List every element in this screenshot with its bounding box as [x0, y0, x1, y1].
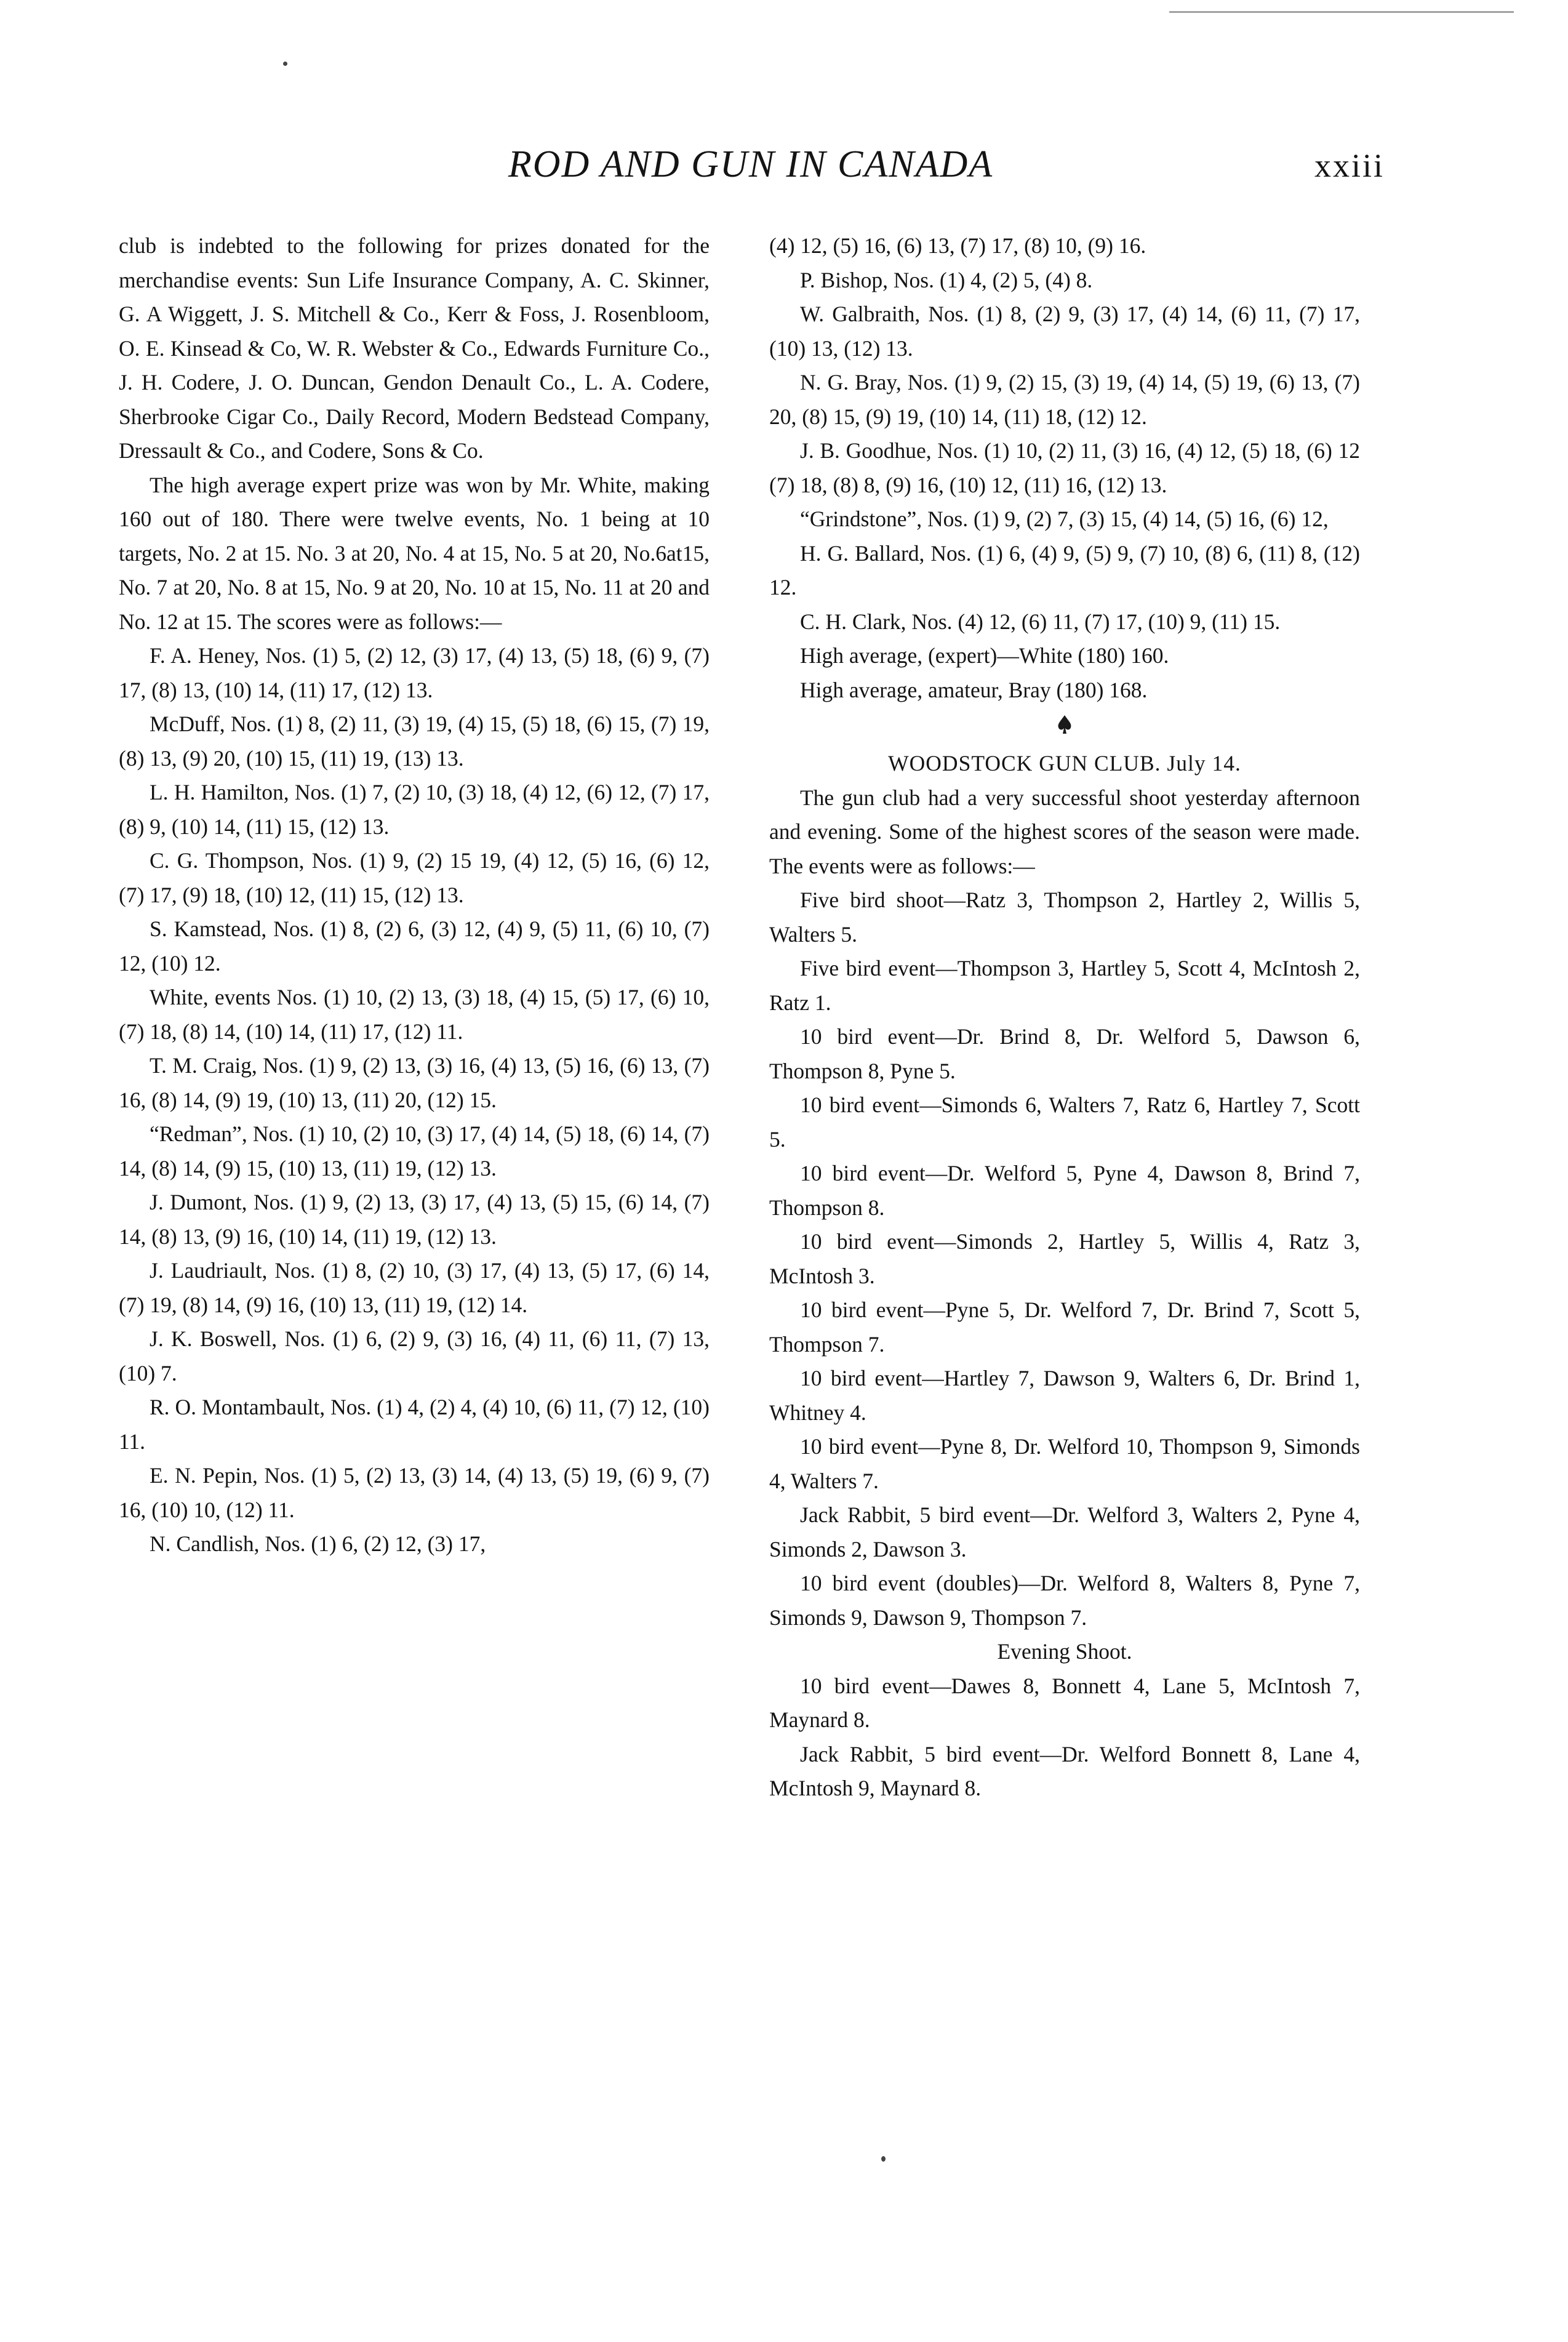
score-entry-redman: “Redman”, Nos. (1) 10, (2) 10, (3) 17, (4) 14, (5) 18, (6) 14, (7) 14, (8) 14, (9) 15, (10) 13, (11) 19, (12) 13. [119, 1121, 710, 1181]
score-entry-ballard: H. G. Ballard, Nos. (1) 6, (4) 9, (5) 9, (7) 10, (8) 6, (11) 8, (12) 12. [769, 540, 1360, 600]
score-entry-goodhue: J. B. Goodhue, Nos. (1) 10, (2) 11, (3) 16, (4) 12, (5) 18, (6) 12 (7) 18, (8) 8, (9) 16, (10) 12, (11) 16, (12) 13. [769, 438, 1360, 497]
event-result: 10 bird event (doubles)—Dr. Welford 8, Walters 8, Pyne 7, Simonds 9, Dawson 9, Thompson 7. [769, 1571, 1360, 1630]
event-result: 10 bird event—Hartley 7, Dawson 9, Walters 6, Dr. Brind 1, Whitney 4. [769, 1366, 1360, 1425]
section-ornament [769, 712, 1360, 737]
event-result: 10 bird event—Pyne 5, Dr. Welford 7, Dr. Brind 7, Scott 5, Thompson 7. [769, 1297, 1360, 1357]
spade-ornament-icon [1057, 714, 1073, 736]
right-column [769, 229, 1360, 1806]
event-result: 10 bird event—Simonds 6, Walters 7, Ratz 6, Hartley 7, Scott 5. [769, 1093, 1360, 1152]
scan-speck [283, 62, 287, 66]
score-entry-candlish-continued: (4) 12, (5) 16, (6) 13, (7) 17, (8) 10, (9) 16. [769, 233, 1146, 258]
score-entry-thompson: C. G. Thompson, Nos. (1) 9, (2) 15 19, (4) 12, (5) 16, (6) 12, (7) 17, (9) 18, (10) 12, (11) 15, (12) 13. [119, 848, 710, 907]
score-entry-clark: C. H. Clark, Nos. (4) 12, (6) 11, (7) 17, (10) 9, (11) 15. [800, 609, 1281, 634]
prize-donors-paragraph: club is indebted to the following for prizes donated for the merchandise events: Sun Life Insurance Company, A. C. Skinner, G. A Wiggett, J. S. Mitchell & Co., Kerr & Foss, J. Rosenbloom, O. E. Kinsead & Co, W. R. Webster & Co., Edwards Furniture Co., J. H. Codere, J. O. Duncan, Gendon Denault Co., L. A. Codere, Sherbrooke Cigar Co., Daily Record, Modern Bedstead Company, Dressault & Co., and Codere, Sons & Co. [119, 233, 710, 463]
score-entry-montambault: R. O. Montambault, Nos. (1) 4, (2) 4, (4) 10, (6) 11, (7) 12, (10) 11. [119, 1395, 710, 1454]
event-result: Five bird event—Thompson 3, Hartley 5, Scott 4, McIntosh 2, Ratz 1. [769, 956, 1360, 1015]
evening-shoot-heading: Evening Shoot. [997, 1639, 1132, 1664]
score-entry-grindstone: “Grindstone”, Nos. (1) 9, (2) 7, (3) 15, (4) 14, (5) 16, (6) 12, [800, 507, 1329, 531]
score-entry-bray: N. G. Bray, Nos. (1) 9, (2) 15, (3) 19, (4) 14, (5) 19, (6) 13, (7) 20, (8) 15, (9) 19, (10) 14, (11) 18, (12) 12. [769, 370, 1360, 429]
event-result: 10 bird event—Dr. Welford 5, Pyne 4, Dawson 8, Brind 7, Thompson 8. [769, 1161, 1360, 1220]
score-entry-hamilton: L. H. Hamilton, Nos. (1) 7, (2) 10, (3) 18, (4) 12, (6) 12, (7) 17, (8) 9, (10) 14, (11) 15, (12) 13. [119, 780, 710, 839]
score-entry-kamstead: S. Kamstead, Nos. (1) 8, (2) 6, (3) 12, (4) 9, (5) 11, (6) 10, (7) 12, (10) 12. [119, 916, 710, 976]
event-result: Jack Rabbit, 5 bird event—Dr. Welford 3, Walters 2, Pyne 4, Simonds 2, Dawson 3. [769, 1502, 1360, 1562]
scan-speck [881, 2156, 886, 2162]
score-entry-mcduff: McDuff, Nos. (1) 8, (2) 11, (3) 19, (4) 15, (5) 18, (6) 15, (7) 19, (8) 13, (9) 20, (10) 15, (11) 19, (13) 13. [119, 712, 710, 771]
woodstock-gun-club-heading: WOODSTOCK GUN CLUB. July 14. [888, 751, 1241, 776]
score-entry-boswell: J. K. Boswell, Nos. (1) 6, (2) 9, (3) 16, (4) 11, (6) 11, (7) 13, (10) 7. [119, 1326, 710, 1386]
woodstock-intro-paragraph: The gun club had a very successful shoot yesterday afternoon and evening. Some of the highest scores of the season were made. The events were as follows:— [769, 785, 1360, 878]
high-average-paragraph: The high average expert prize was won by Mr. White, making 160 out of 180. There were twelve events, No. 1 being at 10 targets, No. 2 at 15. No. 3 at 20, No. 4 at 15, No. 5 at 20, No.6at15, No. 7 at 20, No. 8 at 15, No. 9 at 20, No. 10 at 15, No. 11 at 20 and No. 12 at 15. The scores were as follows:— [119, 472, 710, 634]
score-entry-dumont: J. Dumont, Nos. (1) 9, (2) 13, (3) 17, (4) 13, (5) 15, (6) 14, (7) 14, (8) 13, (9) 16, (10) 14, (11) 19, (12) 13. [119, 1190, 710, 1249]
high-average-amateur: High average, amateur, Bray (180) 168. [800, 677, 1148, 702]
score-entry-candlish: N. Candlish, Nos. (1) 6, (2) 12, (3) 17, [150, 1531, 486, 1556]
evening-event-result: 10 bird event—Dawes 8, Bonnett 4, Lane 5, McIntosh 7, Maynard 8. [769, 1673, 1360, 1732]
event-result: 10 bird event—Simonds 2, Hartley 5, Willis 4, Ratz 3, McIntosh 3. [769, 1229, 1360, 1288]
scan-speck [1169, 11, 1514, 13]
score-entry-pepin: E. N. Pepin, Nos. (1) 5, (2) 13, (3) 14, (4) 13, (5) 19, (6) 9, (7) 16, (10) 10, (12) 11. [119, 1463, 710, 1522]
evening-event-result: Jack Rabbit, 5 bird event—Dr. Welford Bonnett 8, Lane 4, McIntosh 9, Maynard 8. [769, 1741, 1360, 1800]
score-entry-heney: F. A. Heney, Nos. (1) 5, (2) 12, (3) 17, (4) 13, (5) 18, (6) 9, (7) 17, (8) 13, (10) 14, (11) 17, (12) 13. [119, 643, 710, 702]
score-entry-laudriault: J. Laudriault, Nos. (1) 8, (2) 10, (3) 17, (4) 13, (5) 17, (6) 14, (7) 19, (8) 14, (9) 16, (10) 13, (11) 19, (12) 14. [119, 1258, 710, 1317]
score-entry-bishop: P. Bishop, Nos. (1) 4, (2) 5, (4) 8. [800, 267, 1093, 292]
event-result: 10 bird event—Pyne 8, Dr. Welford 10, Thompson 9, Simonds 4, Walters 7. [769, 1434, 1360, 1493]
score-entry-craig: T. M. Craig, Nos. (1) 9, (2) 13, (3) 16, (4) 13, (5) 16, (6) 13, (7) 16, (8) 14, (9) 19, (10) 13, (11) 20, (12) 15. [119, 1053, 710, 1112]
left-column [119, 229, 710, 1562]
page-number: xxiii [1314, 147, 1385, 184]
journal-title: ROD AND GUN IN CANADA [508, 143, 994, 185]
event-result: Five bird shoot—Ratz 3, Thompson 2, Hartley 2, Willis 5, Walters 5. [769, 888, 1360, 947]
event-result: 10 bird event—Dr. Brind 8, Dr. Welford 5, Dawson 6, Thompson 8, Pyne 5. [769, 1024, 1360, 1083]
running-head [117, 143, 1385, 192]
high-average-expert: High average, (expert)—White (180) 160. [800, 643, 1169, 668]
score-entry-white: White, events Nos. (1) 10, (2) 13, (3) 18, (4) 15, (5) 17, (6) 10, (7) 18, (8) 14, (10) 14, (11) 17, (12) 11. [119, 985, 710, 1044]
score-entry-galbraith: W. Galbraith, Nos. (1) 8, (2) 9, (3) 17, (4) 14, (6) 11, (7) 17, (10) 13, (12) 13. [769, 302, 1360, 361]
